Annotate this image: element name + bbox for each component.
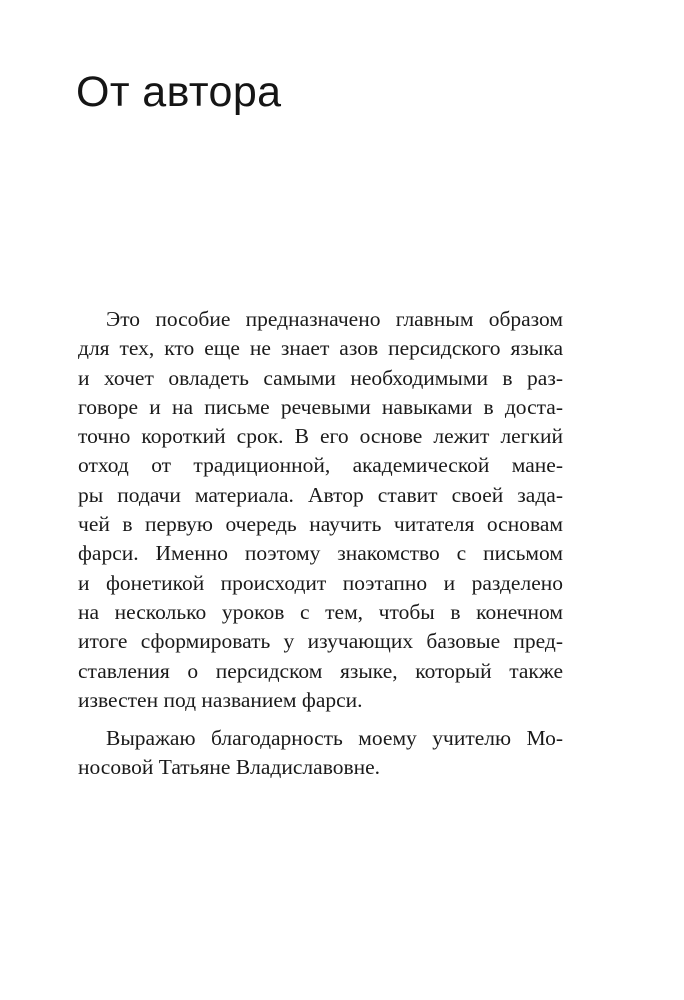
text-line: говоре и на письме речевыми навыками в доста-	[78, 394, 563, 419]
text-line: Выражаю благодарность моему учителю Мо-	[106, 726, 563, 750]
text-line: чей в первую очередь научить читателя основам	[78, 512, 563, 537]
text-line: Это пособие предназначено главным образом	[106, 307, 563, 331]
text-line: точно короткий срок. В его основе лежит легкий	[78, 424, 563, 449]
text-line: отход от традиционной, академической мане-	[78, 453, 563, 478]
text-line: и фонетикой происходит поэтапно и разделено	[78, 570, 563, 595]
text-line: для тех, кто еще не знает азов персидского языка	[78, 336, 563, 361]
text-line: фарси. Именно поэтому знакомство с письмом	[78, 541, 563, 566]
preface-paragraph	[78, 305, 563, 715]
text-line: итоге сформировать у изучающих базовые пред-	[78, 629, 563, 654]
text-line: носовой Татьяне Владиславовне.	[78, 755, 381, 780]
text-line: известен под названием фарси.	[78, 687, 363, 712]
text-line: на несколько уроков с тем, чтобы в конечном	[78, 599, 563, 624]
text-line: ры подачи материала. Автор ставит своей зада-	[78, 482, 563, 507]
acknowledgment-paragraph	[78, 724, 563, 783]
chapter-title: От автора	[76, 68, 282, 116]
text-line: ставления о персидском языке, который также	[78, 658, 563, 683]
text-line: и хочет овладеть самыми необходимыми в раз-	[78, 365, 563, 390]
